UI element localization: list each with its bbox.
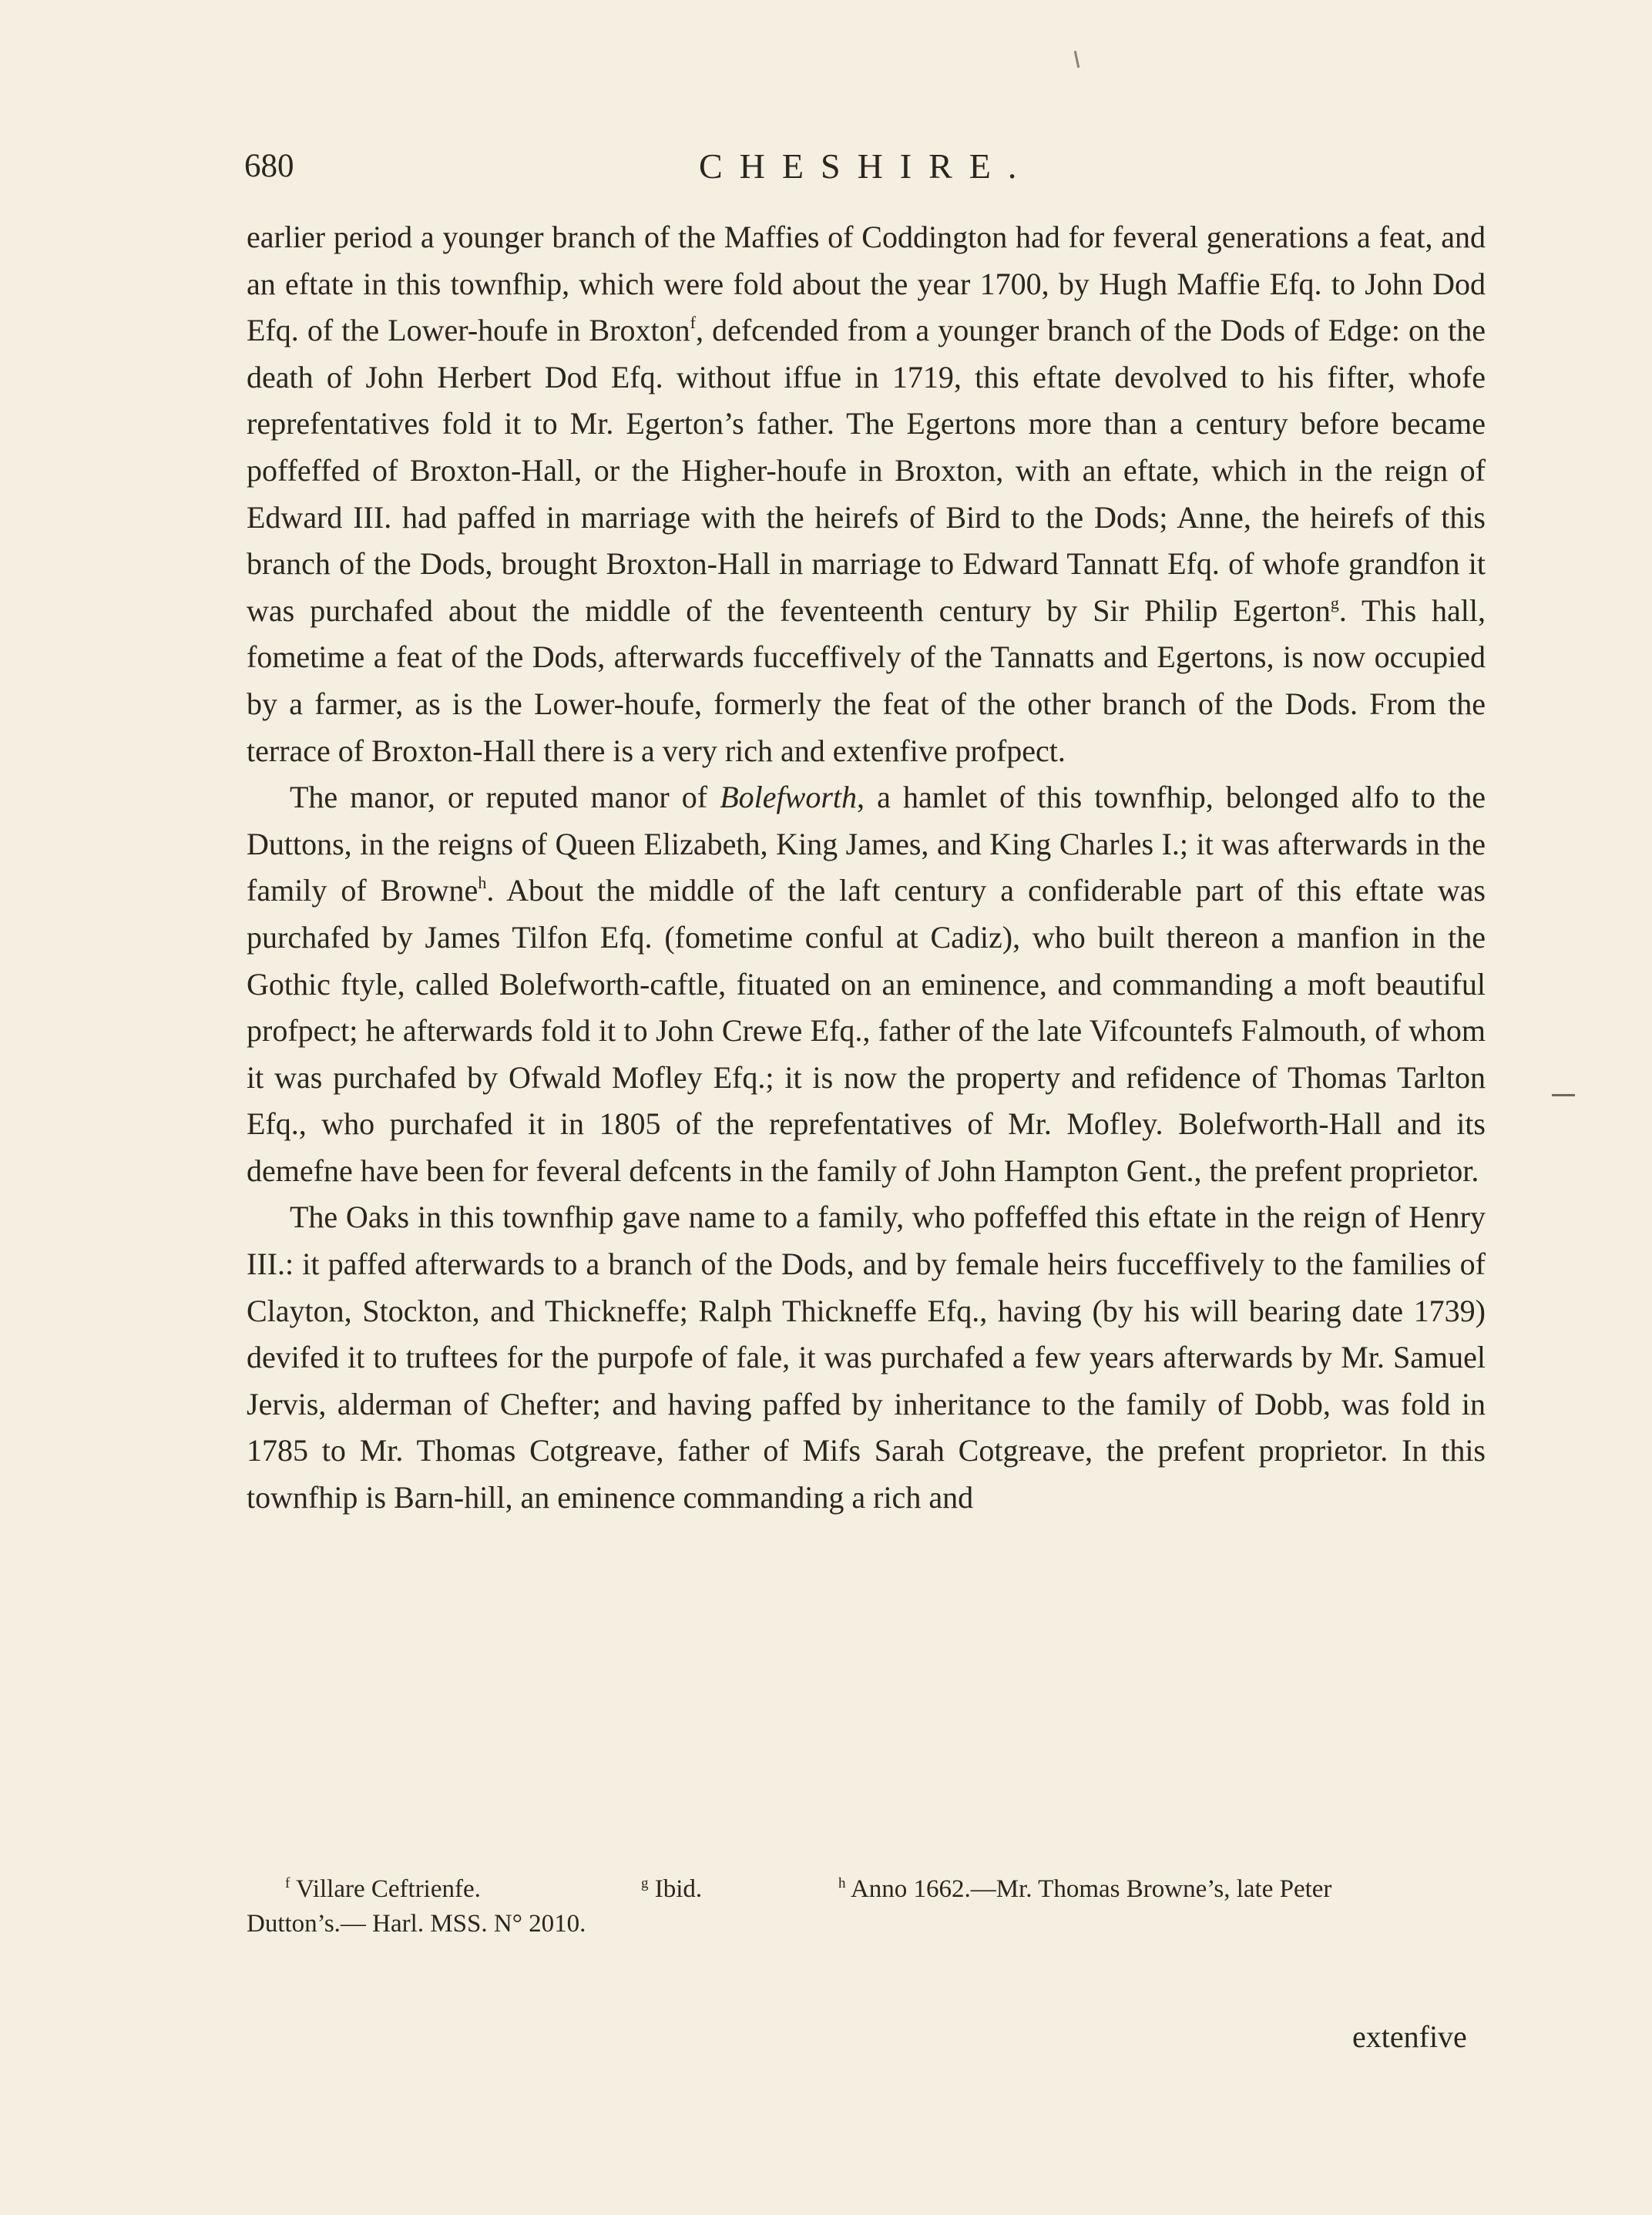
text-run: The manor, or reputed manor of: [290, 780, 720, 815]
body-text: [247, 214, 1486, 1522]
paragraph: [247, 1194, 1486, 1521]
italic-place-name: Bolefworth: [720, 780, 858, 815]
text-run: . This hall, fometime a feat of the Dods, afterwards fucceffively of the Tannatts and Egertons, is now occupied by a farmer, as is the Lower-houfe, formerly the feat of the other branch of the Dods. From the terrace of Broxton-Hall there is a very rich and extenfive profpect.: [247, 592, 1486, 768]
text-run: earlier period a younger branch of the Maffies of Coddington had for feveral generations a feat, and an eftate in this townfhip, which were fold about the year 1700, by Hugh Maffie Efq. to John Dod Efq. of the Lower-houfe in Broxton: [247, 220, 1486, 348]
footnote-g: [641, 1872, 702, 1907]
footnote-text: Villare Ceftrienfe.: [295, 1875, 481, 1903]
footnote-line: [247, 1907, 1484, 1941]
text-run: The Oaks in this townfhip gave name to a family, who poffeffed this eftate in the reign of Henry III.: it paffed afterwards to a branch of the Dods, and by female heirs fucceffively to the families of Clayton, Stockton, and Thickneffe; Ralph Thickneffe Efq., having (by his will bearing date 1739) devifed it to truftees for the purpofe of fale, it was purchafed a few years afterwards by Mr. Samuel Jervis, alderman of Chefter; and having paffed by inheritance to the family of Dobb, was fold in 1785 to Mr. Thomas Cotgreave, father of Mifs Sarah Cotgreave, the prefent proprietor. In this townfhip is Barn-hill, an eminence commanding a rich and: [247, 1200, 1486, 1515]
footnotes: [247, 1872, 1484, 1941]
footnote-text: Ibid.: [654, 1875, 703, 1903]
page-number: 680: [244, 148, 294, 184]
text-run: . About the middle of the laft century a confiderable part of this eftate was purchafed by James Tilfon Efq. (fometime conful at Cadiz), who built thereon a manfion in the Gothic ftyle, called Bolefworth-caftle, fituated on an eminence, and commanding a moft beautiful profpect; he afterwards fold it to John Crewe Efq., father of the late Vifcountefs Falmouth, of whom it was purchafed by Ofwald Mofley Efq.; it is now the property and refidence of Thomas Tarlton Efq., who purchafed it in 1805 of the reprefentatives of Mr. Mofley. Bolefworth-Hall and its demefne have been for feveral defcents in the family of John Hampton Gent., the prefent proprietor.: [247, 873, 1486, 1188]
footnote-line: [247, 1872, 1484, 1907]
paragraph: [247, 774, 1486, 1194]
stray-ink-mark: [1074, 51, 1080, 68]
footnote-h: [838, 1872, 1331, 1907]
paragraph: [247, 214, 1486, 774]
text-run: , a hamlet of this townfhip, belonged alfo to the Duttons, in the reigns of Queen Elizabeth, King James, and King Charles I.; it was afterwards in the family of Browne: [247, 780, 1486, 908]
text-run: , defcended from a younger branch of the Dods of Edge: on the death of John Herbert Dod Efq. without iffue in 1719, this eftate devolved to his fifter, whofe reprefentatives fold it to Mr. Egerton’s father. The Egertons more than a century before became poffeffed of Broxton-Hall, or the Higher-houfe in Broxton, with an eftate, which in the reign of Edward III. had paffed in marriage with the heirefs of Bird to the Dods; Anne, the heirefs of this branch of the Dods, brought Broxton-Hall in marriage to Edward Tannatt Efq. of whofe grandfon it was purchafed about the middle of the feventeenth century by Sir Philip Egerton: [247, 313, 1486, 628]
footnote-reference: f: [690, 313, 696, 333]
footnote-h-continuation: Dutton’s.— Harl. MSS. N° 2010.: [247, 1910, 586, 1938]
catchword: extenfive: [1352, 2019, 1467, 2054]
footnote-marker: f: [285, 1875, 290, 1891]
footnote-reference: g: [1330, 592, 1339, 612]
footnote-f: [285, 1872, 481, 1907]
footnote-text: Anno 1662.—Mr. Thomas Browne’s, late Peter: [850, 1875, 1332, 1903]
page-header: [244, 143, 1487, 190]
footnote-reference: h: [478, 873, 487, 893]
running-title: CHESHIRE.: [699, 146, 1034, 186]
margin-dash: [1552, 1094, 1575, 1096]
footnote-marker: h: [838, 1875, 846, 1891]
footnote-marker: g: [641, 1875, 649, 1891]
